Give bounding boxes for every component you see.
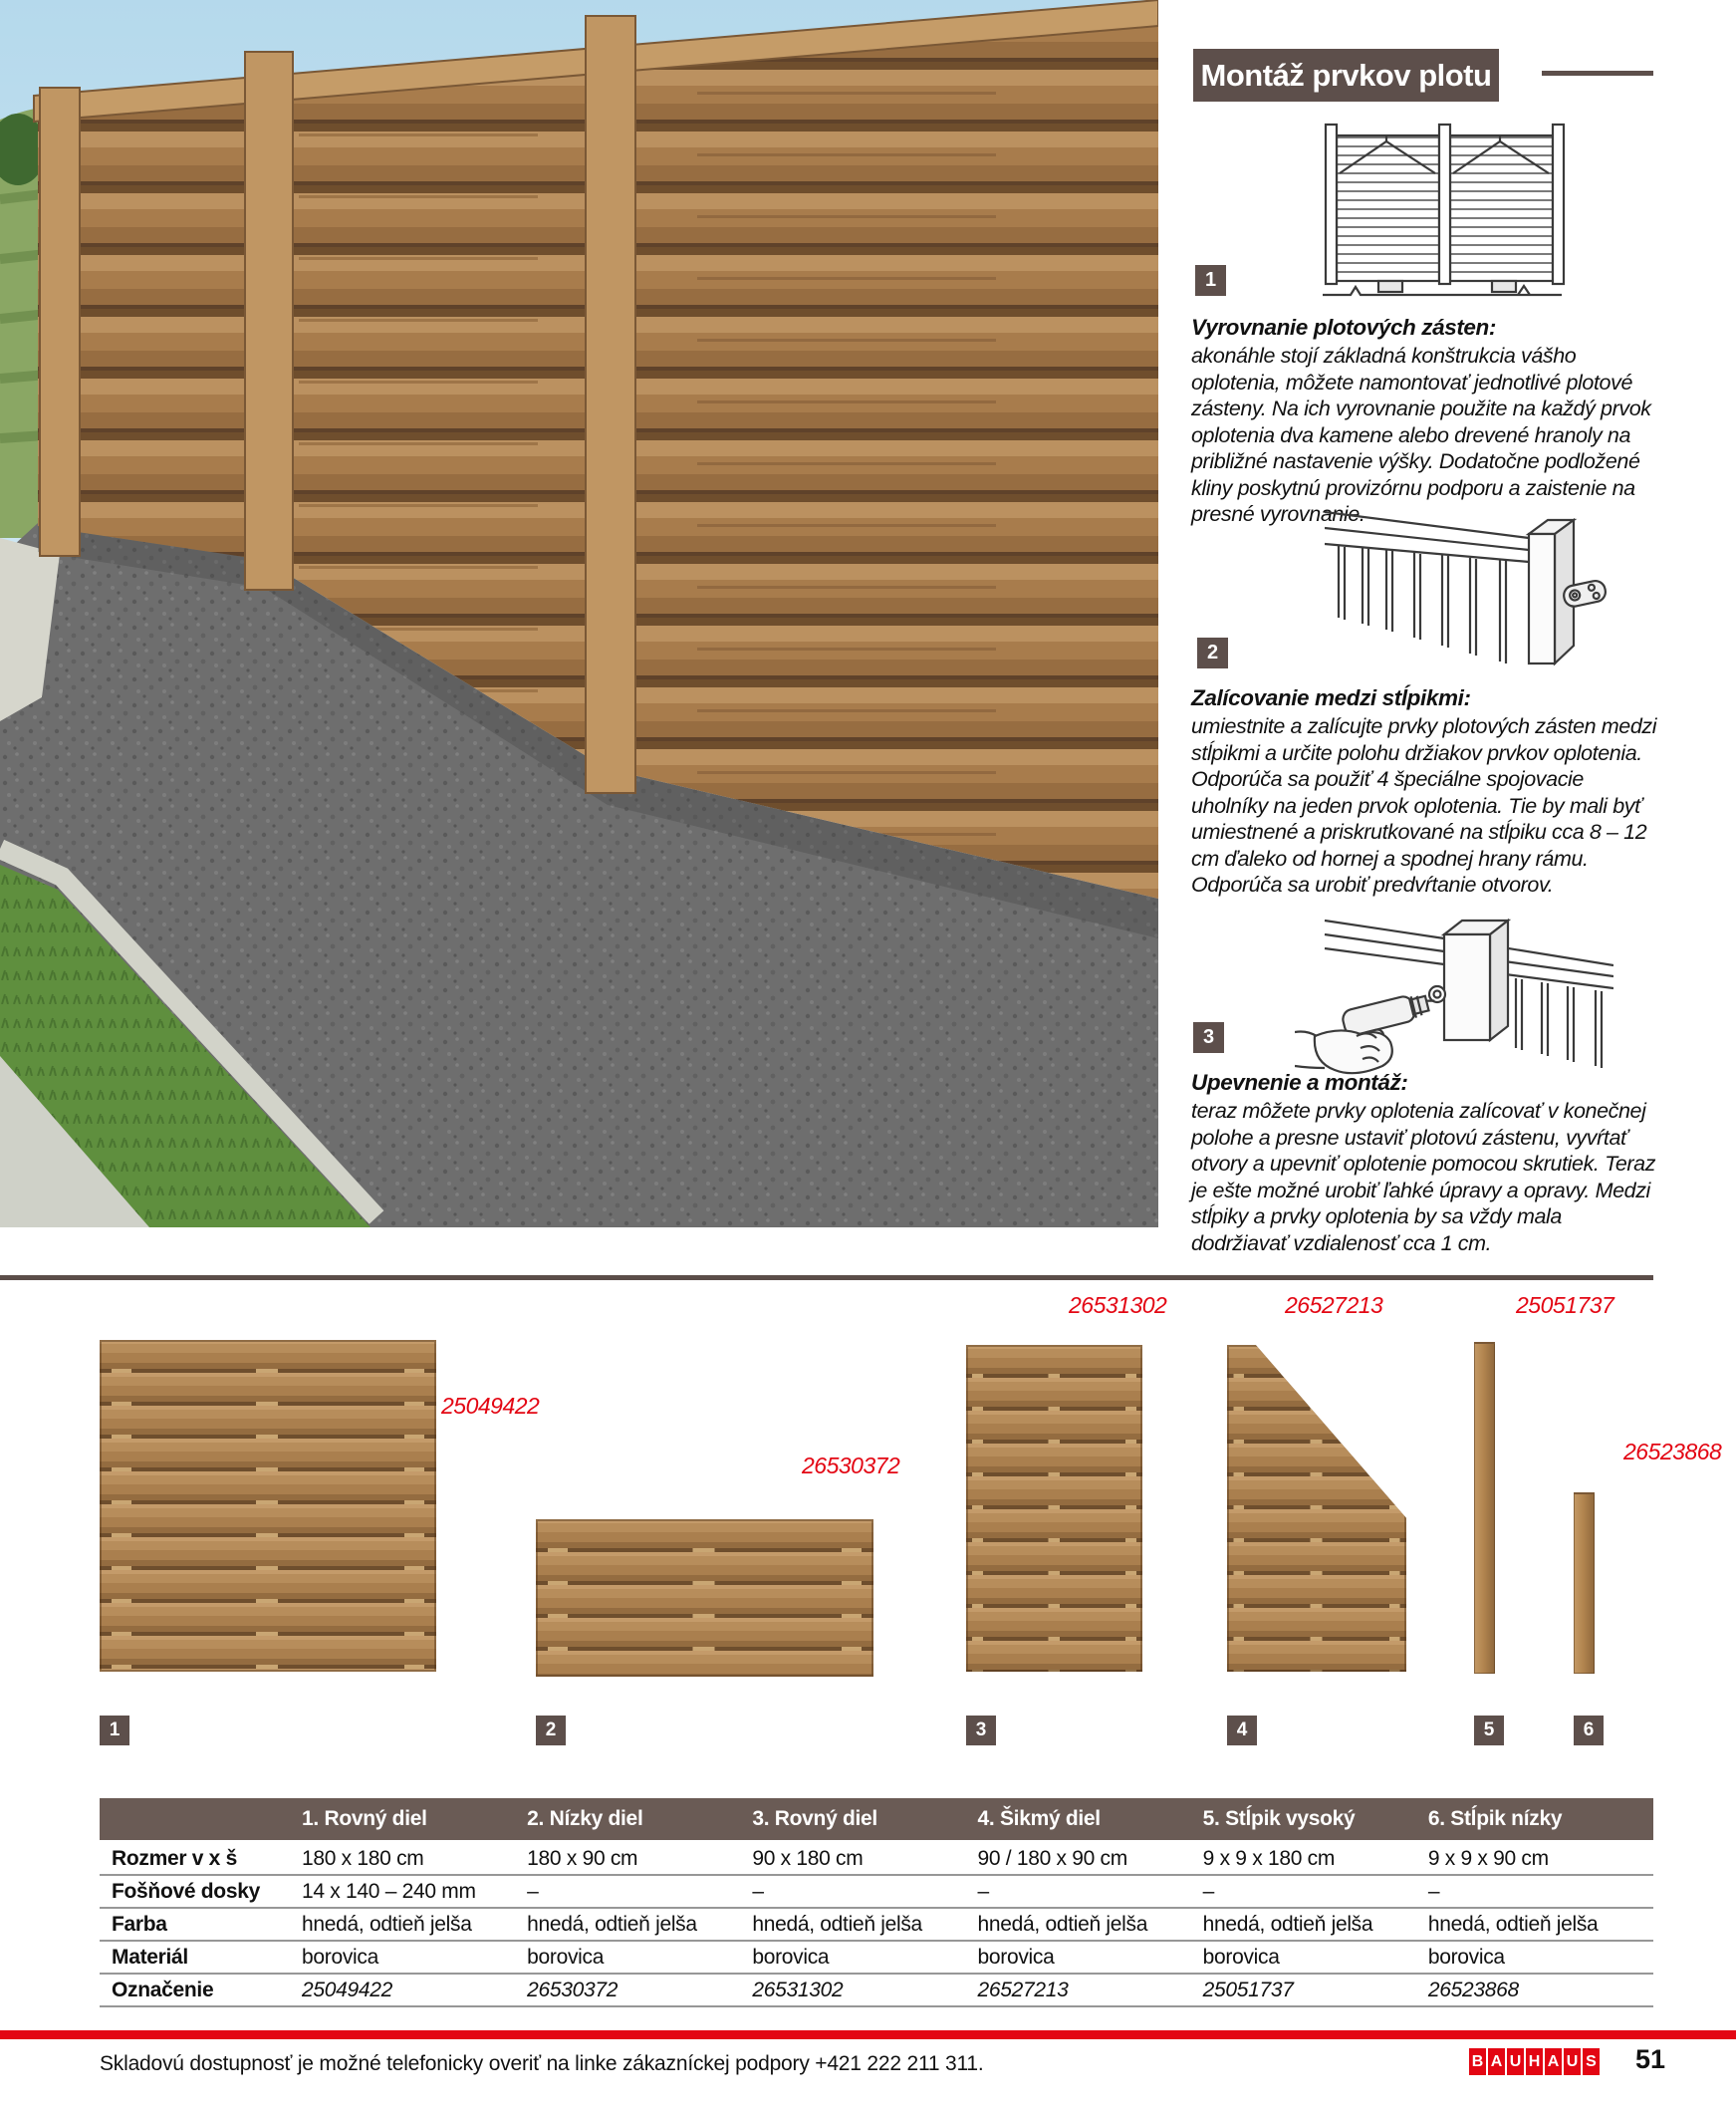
- table-row-material: [100, 1942, 1653, 1975]
- step-3-number: 3: [1202, 1026, 1215, 1048]
- step-2-number: 2: [1206, 642, 1219, 663]
- sku-label-5: 25051737: [1516, 1292, 1614, 1318]
- table-cell: 26531302: [752, 1978, 844, 2001]
- table-cell: hnedá, odtieň jelša: [752, 1912, 922, 1936]
- step-1-text: akonáhle stojí základná konštrukcia vášho oplotenia, môžete namontovať jednotlivé plotové zásteny. Na ich vyrovnanie použite na každý prvok oplotenia dva kamene alebo drevené hranoly na približné nastavenie výšky. Dodatočne podložené kliny poskytnú provizórnu podporu a zaistenie na presné vyrovnanie.: [1191, 344, 1651, 526]
- table-cell: –: [1202, 1879, 1215, 1903]
- table-cell: –: [977, 1879, 989, 1903]
- content-divider: [0, 1275, 1653, 1280]
- bauhaus-logo-letter: U: [1564, 2048, 1581, 2075]
- table-cell: 25049422: [302, 1978, 393, 2001]
- step-2-badge: [1197, 638, 1228, 668]
- table-cell: 25051737: [1202, 1978, 1294, 2001]
- fence-photo-scene: [0, 0, 1158, 1227]
- table-cell: 26523868: [1427, 1978, 1519, 2001]
- product-panel-straight-180: [100, 1340, 436, 1672]
- table-cell: –: [1427, 1879, 1440, 1903]
- sku-label-2: 26530372: [802, 1453, 900, 1478]
- header-cell-5: 5. Stĺpik vysoký: [1202, 1807, 1356, 1830]
- table-cell: 180 x 180 cm: [302, 1846, 424, 1870]
- product-panel-slanted: [1227, 1345, 1406, 1672]
- table-cell: borovica: [977, 1945, 1055, 1969]
- table-row-dosky: [100, 1876, 1653, 1909]
- bauhaus-logo-letter: H: [1526, 2048, 1543, 2075]
- table-row-farba: [100, 1909, 1653, 1942]
- section-title-text: Montáž prvkov plotu: [1200, 57, 1492, 93]
- header-cell-4: 4. Šikmý diel: [977, 1807, 1101, 1830]
- product-badge-5-number: 5: [1483, 1719, 1495, 1740]
- step-3-title: Upevnenie a montáž:: [1191, 1070, 1408, 1095]
- table-cell: hnedá, odtieň jelša: [1202, 1912, 1373, 1936]
- row-label: Fošňové dosky: [112, 1879, 260, 1903]
- product-badge-2-number: 2: [545, 1719, 557, 1740]
- table-cell: –: [527, 1879, 539, 1903]
- table-cell: hnedá, odtieň jelša: [527, 1912, 697, 1936]
- step-1-fence-panels-illustration: [1323, 112, 1567, 311]
- sku-label-1: 25049422: [441, 1393, 540, 1419]
- product-badge-6: [1574, 1716, 1604, 1745]
- row-label: Materiál: [112, 1945, 188, 1969]
- product-badge-5: [1474, 1716, 1504, 1745]
- header-cell-2: 2. Nízky diel: [527, 1807, 643, 1830]
- table-row-oznacenie: [100, 1975, 1653, 2007]
- product-badge-1-number: 1: [109, 1719, 121, 1740]
- table-cell: borovica: [527, 1945, 605, 1969]
- table-cell: –: [752, 1879, 764, 1903]
- step-1-badge: [1195, 265, 1226, 296]
- header-cell-3: 3. Rovný diel: [752, 1807, 877, 1830]
- bauhaus-logo-letter: B: [1469, 2048, 1486, 2075]
- sku-label-4: 26527213: [1285, 1292, 1383, 1318]
- spec-table-header-row: [100, 1798, 1653, 1840]
- bauhaus-logo: [1469, 2048, 1600, 2075]
- table-cell: hnedá, odtieň jelša: [302, 1912, 472, 1936]
- table-cell: borovica: [1427, 1945, 1505, 1969]
- step-3-text: teraz môžete prvky oplotenia zalícovať v konečnej polohe a presne ustaviť plotovú zástenu, vyvŕtať otvory a upevniť oplotenie pomocou skrutiek. Teraz je ešte možné urobiť ľahké úpravy a opravy. Medzi stĺpiky a prvky oplotenia by sa vždy mala dodržiavať vzdialenosť cca 1 cm.: [1191, 1099, 1656, 1255]
- step-1-title: Vyrovnanie plotových zásten:: [1191, 315, 1496, 340]
- row-label: Rozmer v x š: [112, 1846, 237, 1870]
- product-badge-3: [966, 1716, 996, 1745]
- header-cell-1: 1. Rovný diel: [302, 1807, 427, 1830]
- product-badge-1: [100, 1716, 129, 1745]
- table-cell: 90 x 180 cm: [752, 1846, 864, 1870]
- table-cell: 9 x 9 x 180 cm: [1202, 1846, 1336, 1870]
- table-cell: 90 / 180 x 90 cm: [977, 1846, 1127, 1870]
- table-cell: borovica: [1202, 1945, 1280, 1969]
- table-cell: 9 x 9 x 90 cm: [1427, 1846, 1549, 1870]
- row-label: Označenie: [112, 1978, 214, 2001]
- bauhaus-logo-letter: A: [1488, 2048, 1505, 2075]
- bauhaus-logo-letter: U: [1507, 2048, 1524, 2075]
- table-cell: hnedá, odtieň jelša: [1427, 1912, 1599, 1936]
- row-label: Farba: [112, 1912, 167, 1936]
- sku-label-6: 26523868: [1623, 1439, 1722, 1464]
- section-title-rule: [1542, 71, 1653, 76]
- fence-photo: [0, 0, 1158, 1227]
- table-row-rozmer: [100, 1843, 1653, 1876]
- step-1-number: 1: [1204, 269, 1217, 291]
- product-badge-2: [536, 1716, 566, 1745]
- product-panel-straight-90: [966, 1345, 1142, 1672]
- table-cell: hnedá, odtieň jelša: [977, 1912, 1148, 1936]
- table-cell: 26530372: [527, 1978, 619, 2001]
- step-2-title: Zalícovanie medzi stĺpikmi:: [1191, 685, 1471, 710]
- table-cell: borovica: [302, 1945, 378, 1969]
- bauhaus-logo-letter: A: [1545, 2048, 1562, 2075]
- header-cell-6: 6. Stĺpik nízky: [1427, 1807, 1563, 1830]
- step-2-text: umiestnite a zalícujte prvky plotových zásten medzi stĺpikmi a určite polohu držiakov prvkov oplotenia. Odporúča sa použiť 4 špeciálne spojovacie uholníky na jeden prvok oplotenia. Tie by mali byť umiestnené a priskrutkované na stĺpiku cca 8 – 12 cm ďaleko od hornej a spodnej hrany rámu. Odporúča sa urobiť predvŕtanie otvorov.: [1191, 714, 1657, 897]
- table-cell: 180 x 90 cm: [527, 1846, 638, 1870]
- sku-label-3: 26531302: [1069, 1292, 1167, 1318]
- spec-table: [100, 1798, 1653, 2007]
- page-number: 51: [1635, 2044, 1666, 2074]
- product-badge-6-number: 6: [1583, 1719, 1595, 1740]
- bauhaus-logo-letter: S: [1583, 2048, 1600, 2075]
- step-3-badge: [1193, 1022, 1224, 1053]
- product-badge-4: [1227, 1716, 1257, 1745]
- product-badge-4-number: 4: [1236, 1719, 1248, 1740]
- table-cell: 26527213: [977, 1978, 1069, 2001]
- product-post-short: [1574, 1492, 1595, 1674]
- product-panel-low: [536, 1519, 873, 1677]
- footer-red-rule: [0, 2030, 1736, 2039]
- table-cell: borovica: [752, 1945, 830, 1969]
- footer-note: Skladovú dostupnosť je možné telefonicky overiť na linke zákazníckej podpory +421 222 211 311.: [100, 2052, 984, 2075]
- product-post-tall: [1474, 1342, 1495, 1674]
- section-title: [1193, 49, 1499, 102]
- product-badge-3-number: 3: [975, 1719, 987, 1740]
- table-cell: 14 x 140 – 240 mm: [302, 1879, 476, 1903]
- step-2-post-bracket-illustration: [1325, 498, 1613, 667]
